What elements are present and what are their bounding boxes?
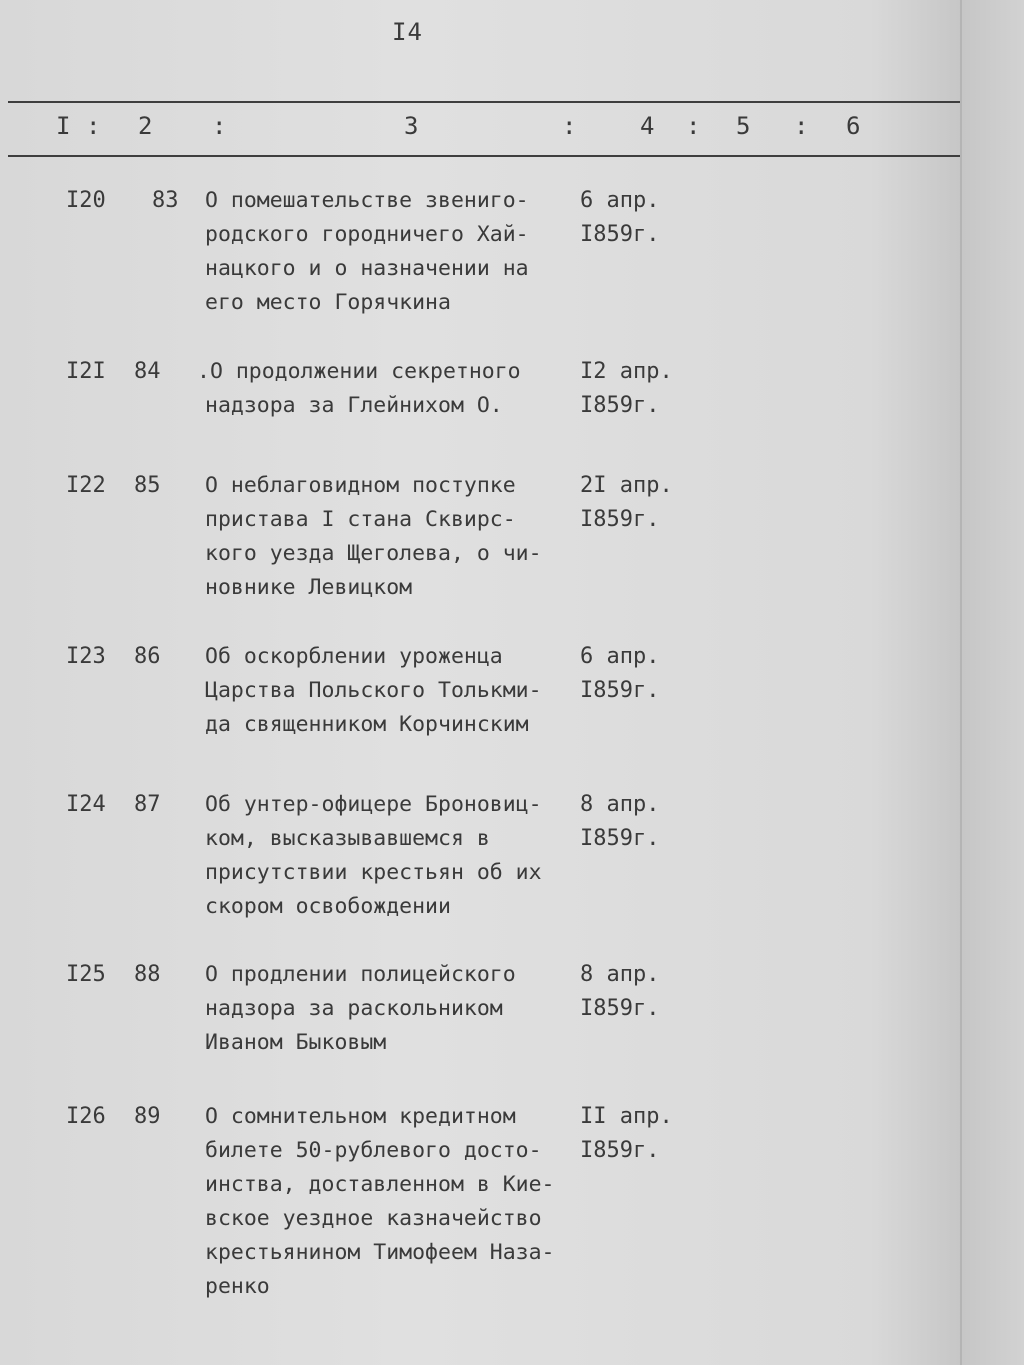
date-year: I859г.: [580, 678, 660, 703]
column-separator: :: [212, 112, 227, 140]
column-header-1: I: [56, 112, 71, 140]
description-line: его место Горячкина: [205, 290, 451, 315]
entry-date: [580, 788, 659, 856]
page-number: I4: [392, 18, 423, 46]
description-line: кого уезда Щеголева, о чи-: [205, 541, 542, 566]
column-header-6: 6: [846, 112, 861, 140]
entry-description: [205, 640, 585, 742]
header-bottom-rule: [8, 155, 960, 157]
entry-number: I24: [66, 792, 106, 817]
case-number: 86: [134, 644, 161, 669]
entry-description: [205, 184, 585, 320]
description-line: вское уездное казначейство: [205, 1206, 542, 1231]
description-line: .О продолжении секретного: [197, 359, 521, 384]
column-header-4: 4: [640, 112, 655, 140]
description-line: скором освобождении: [205, 894, 451, 919]
description-line: родского городничего Хай-: [205, 222, 529, 247]
date-day: 8 апр.: [580, 792, 660, 817]
case-number: 83: [152, 188, 179, 213]
entry-number: I20: [66, 188, 106, 213]
column-separator: :: [794, 112, 809, 140]
entry-date: [580, 1100, 673, 1168]
date-year: I859г.: [580, 826, 660, 851]
date-year: I859г.: [580, 222, 660, 247]
entry-number: I26: [66, 1104, 106, 1129]
date-year: I859г.: [580, 507, 660, 532]
description-line: О сомнительном кредитном: [205, 1104, 516, 1129]
case-number: 88: [134, 962, 161, 987]
column-header-3: 3: [404, 112, 419, 140]
date-day: 2I апр.: [580, 473, 673, 498]
description-line: ком, высказывавшемся в: [205, 826, 490, 851]
entry-description: [205, 469, 585, 605]
description-line: билете 50-рублевого досто-: [205, 1138, 542, 1163]
case-number: 87: [134, 792, 161, 817]
description-line: Об унтер-офицере Броновиц-: [205, 792, 542, 817]
page-edge: [960, 0, 962, 1365]
description-line: пристава I стана Сквирс-: [205, 507, 516, 532]
column-header-2: 2: [138, 112, 153, 140]
description-line: Об оскорблении уроженца: [205, 644, 503, 669]
date-day: II апр.: [580, 1104, 673, 1129]
column-separator: :: [562, 112, 577, 140]
column-separator: :: [86, 112, 101, 140]
description-line: новнике Левицком: [205, 575, 413, 600]
date-year: I859г.: [580, 393, 660, 418]
entry-date: [580, 184, 659, 252]
description-line: да священником Корчинским: [205, 712, 529, 737]
description-line: О неблаговидном поступке: [205, 473, 516, 498]
entry-number: I2I: [66, 359, 106, 384]
entry-description: [205, 958, 585, 1060]
date-day: 8 апр.: [580, 962, 660, 987]
case-number: 85: [134, 473, 161, 498]
entry-date: [580, 958, 659, 1026]
entry-number: I22: [66, 473, 106, 498]
description-line: Царства Польского Толькми-: [205, 678, 542, 703]
entry-description: [205, 1100, 585, 1304]
entry-number: I23: [66, 644, 106, 669]
description-line: нацкого и о назначении на: [205, 256, 529, 281]
description-line: присутствии крестьян об их: [205, 860, 542, 885]
description-line: инства, доставленном в Кие-: [205, 1172, 555, 1197]
date-year: I859г.: [580, 1138, 660, 1163]
entry-description: [205, 788, 585, 924]
header-top-rule: [8, 101, 960, 103]
date-day: I2 апр.: [580, 359, 673, 384]
date-year: I859г.: [580, 996, 660, 1021]
case-number: 89: [134, 1104, 161, 1129]
entry-date: [580, 640, 659, 708]
column-header-5: 5: [736, 112, 751, 140]
description-line: надзора за Глейнихом О.: [205, 393, 503, 418]
entry-date: [580, 355, 673, 423]
entry-description: [197, 355, 577, 423]
description-line: крестьянином Тимофеем Наза-: [205, 1240, 555, 1265]
entry-number: I25: [66, 962, 106, 987]
date-day: 6 апр.: [580, 188, 660, 213]
entry-date: [580, 469, 673, 537]
description-line: О помешательстве звениго-: [205, 188, 529, 213]
column-separator: :: [686, 112, 701, 140]
description-line: Иваном Быковым: [205, 1030, 387, 1055]
description-line: О продлении полицейского: [205, 962, 516, 987]
description-line: надзора за раскольником: [205, 996, 503, 1021]
date-day: 6 апр.: [580, 644, 660, 669]
description-line: ренко: [205, 1274, 270, 1299]
case-number: 84: [134, 359, 161, 384]
